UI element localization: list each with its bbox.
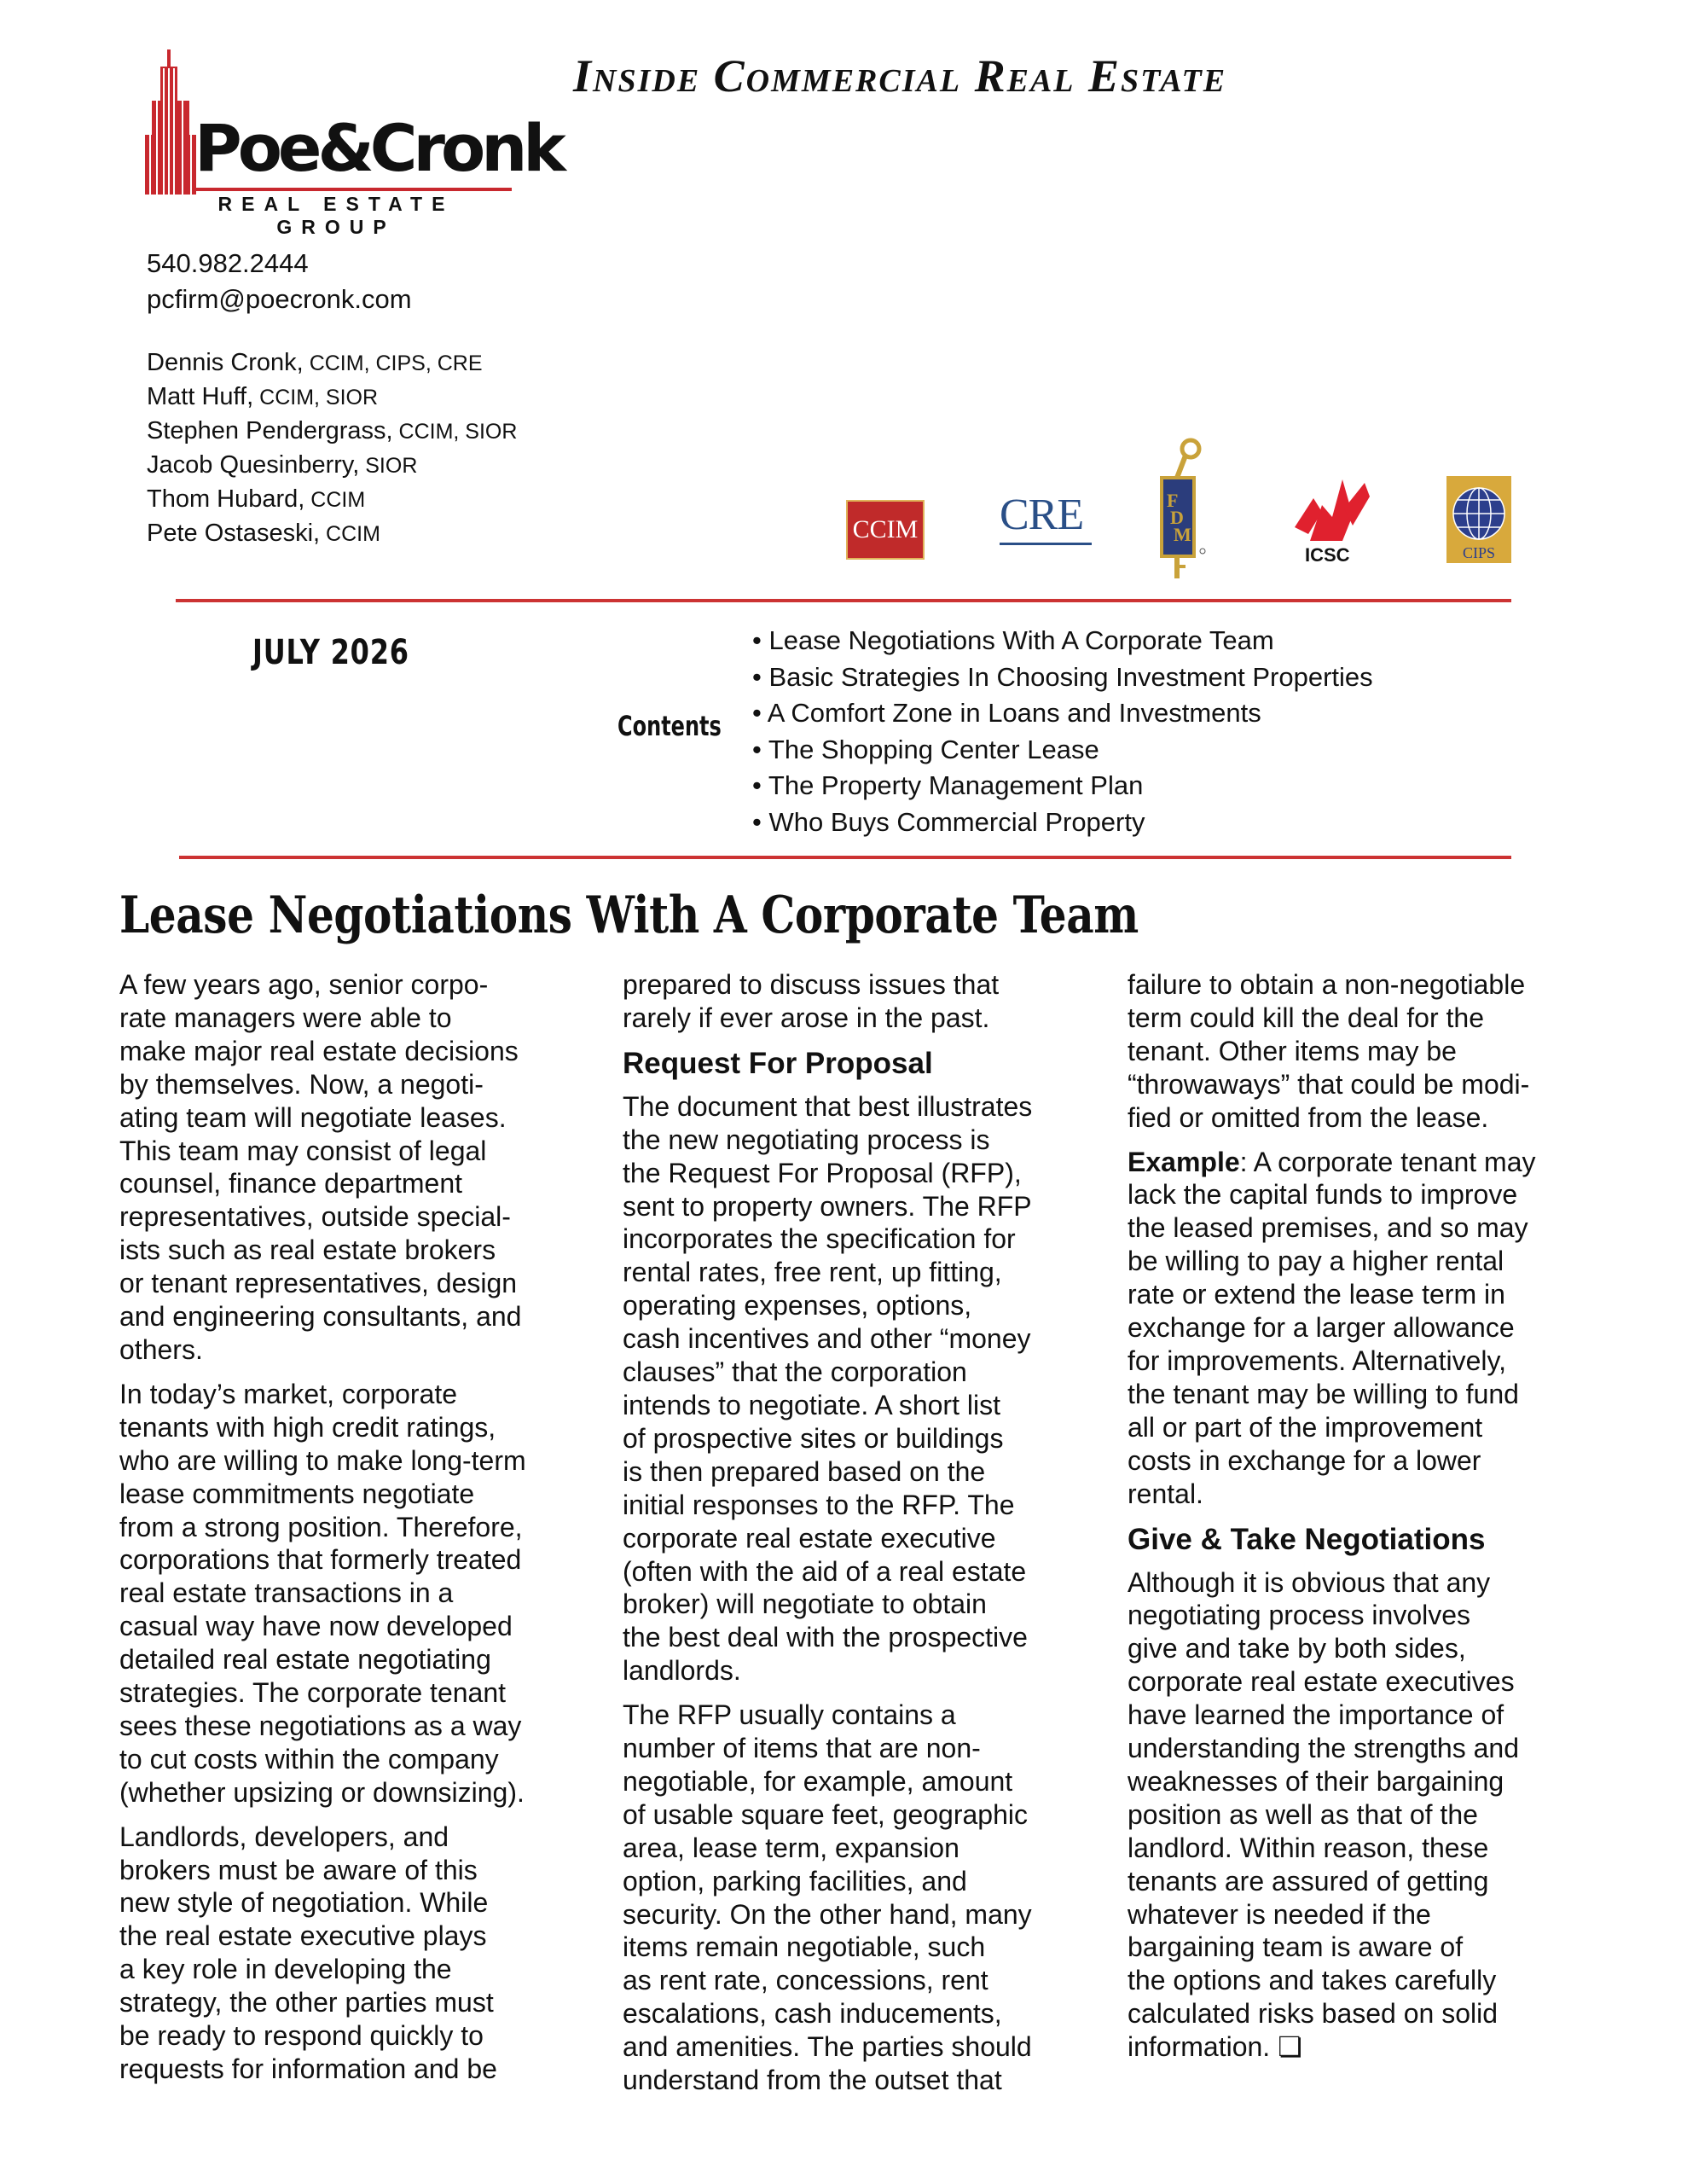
text-line: is then prepared based on the [623,1455,986,1487]
text-line: escalations, cash inducements, [623,1998,1002,2030]
issue-date: JULY 2026 [252,633,409,672]
text-line: incorporates the specification for [623,1223,1016,1255]
cips-logo: CIPS [1445,474,1513,565]
svg-text:F: F [1167,490,1179,511]
text-line: of prospective sites or buildings [623,1422,1004,1454]
article-column-2 [623,968,1100,2108]
text-line: negotiating process involves [1128,1600,1471,1631]
logo-wordmark: Poe&Cronk [194,110,562,186]
text-line: “throwaways” that could be modi- [1128,1068,1530,1100]
text-line: corporate real estate executive [623,1522,996,1554]
paragraph [119,968,597,1367]
text-line: understand from the outset that [623,2065,1002,2096]
text-line: Although it is obvious that any [1128,1566,1491,1598]
text-line: and engineering consultants, and [119,1301,522,1333]
divider-top [176,599,1511,602]
text-line: clauses” that the corporation [623,1356,967,1388]
section-heading: Give & Take Negotiations [1128,1522,1486,1556]
text-line: the Request For Proposal (RFP), [623,1157,1022,1188]
team-member: Jacob Quesinberry, SIOR [147,451,418,479]
text-line: the options and takes carefully [1128,1965,1497,1996]
text-line: position as well as that of the [1128,1798,1478,1830]
contents-item[interactable]: • A Comfort Zone in Loans and Investments [752,698,1261,728]
svg-text:D: D [1170,507,1184,528]
article-column-3 [1128,968,1605,2075]
text-line: brokers must be aware of this [119,1854,478,1885]
team-member: Matt Huff, CCIM, SIOR [147,383,379,410]
article-column-1 [119,968,597,2097]
company-logo [145,49,562,238]
text-line: be ready to respond quickly to [119,2020,484,2052]
text-line: representatives, outside special- [119,1201,511,1233]
text-line: landlords. [623,1655,741,1687]
text-line: the best deal with the prospective [623,1622,1028,1653]
contents-item[interactable]: • The Property Management Plan [752,770,1144,800]
cre-logo: CRE [1000,493,1095,545]
text-line: The document that best illustrates [623,1090,1033,1122]
text-line: landlord. Within reason, these [1128,1832,1489,1863]
paragraph [1128,1566,1605,2065]
text-line: real estate transactions in a [119,1577,454,1609]
text-line: broker) will negotiate to obtain [623,1589,987,1620]
text-line: the leased premises, and so may [1128,1212,1528,1244]
text-line: all or part of the improvement [1128,1411,1483,1443]
team-list [147,346,517,551]
text-line: casual way have now developed [119,1611,513,1642]
text-line: exchange for a larger allowance [1128,1312,1515,1344]
text-line: to cut costs within the company [119,1743,499,1774]
text-line: rental rates, free rent, up fitting, [623,1257,1002,1288]
text-line: requests for information and be [119,2053,497,2084]
text-line: lease commitments negotiate [119,1478,475,1509]
text-line: rental. [1128,1478,1203,1509]
contents-label: Contents [617,710,722,742]
text-line: option, parking facilities, and [623,1865,967,1896]
paragraph [1128,1146,1605,1511]
logo-underline [194,188,512,191]
svg-text:M: M [1174,524,1191,545]
ccim-logo: CCIM [848,502,923,558]
text-line: be willing to pay a higher rental [1128,1246,1504,1277]
team-member: Dennis Cronk, CCIM, CIPS, CRE [147,349,483,376]
icsc-logo: ICSC [1293,474,1370,570]
text-line: corporate real estate executives [1128,1666,1515,1698]
text-line: negotiable, for example, amount [623,1765,1013,1797]
text-line: strategy, the other parties must [119,1987,494,2018]
text-line: a key role in developing the [119,1954,452,1985]
text-line: calculated risks based on solid [1128,1998,1499,2030]
text-line: by themselves. Now, a negoti- [119,1068,484,1100]
text-line: and amenities. The parties should [623,2031,1032,2063]
phone-number: 540.982.2444 [147,248,309,278]
text-line: security. On the other hand, many [623,1898,1032,1930]
text-line: who are willing to make long-term [119,1444,526,1476]
text-line: whatever is needed if the [1128,1898,1431,1930]
team-member: Pete Ostaseski, CCIM [147,520,380,547]
contents-item[interactable]: • Basic Strategies In Choosing Investment Properties [752,661,1373,692]
text-line: sent to property owners. The RFP [623,1190,1032,1222]
icsc-mark-icon [1293,474,1370,543]
text-line: costs in exchange for a lower [1128,1444,1481,1476]
text-line: A few years ago, senior corpo- [119,969,489,1000]
text-line: fied or omitted from the lease. [1128,1101,1489,1133]
text-line: : A corporate tenant may [1239,1146,1536,1177]
text-line: sees these negotiations as a way [119,1710,522,1741]
text-line: term could kill the deal for the [1128,1002,1484,1033]
text-line: the tenant may be willing to fund [1128,1378,1519,1409]
newsletter-title: Inside Commercial Real Estate [573,50,1227,102]
skyscraper-logo-icon [145,49,196,195]
paragraph [119,1821,597,2086]
text-line: detailed real estate negotiating [119,1644,491,1676]
text-line: understanding the strengths and [1128,1733,1519,1764]
sior-key-logo-icon [1158,437,1209,580]
text-line: bargaining team is aware of [1128,1931,1464,1963]
text-line: weaknesses of their bargaining [1128,1765,1504,1797]
text-line: In today’s market, corporate [119,1378,458,1409]
paragraph [1128,968,1605,1135]
text-line: rate managers were able to [119,1002,452,1033]
contents-list [752,623,1373,840]
team-member: Thom Hubard, CCIM [147,485,366,513]
text-line: or tenant representatives, design [119,1268,518,1299]
email-address[interactable]: pcfirm@poecronk.com [147,284,412,314]
text-line: tenants are assured of getting [1128,1865,1489,1896]
text-line: rate or extend the lease term in [1128,1279,1505,1310]
article-title: Lease Negotiations With A Corporate Team [119,886,1139,945]
text-line: rarely if ever arose in the past. [623,1002,990,1033]
text-line: the real estate executive plays [119,1920,487,1952]
text-line: give and take by both sides, [1128,1633,1466,1664]
team-member: Stephen Pendergrass, CCIM, SIOR [147,417,518,444]
text-line: lack the capital funds to improve [1128,1179,1518,1211]
contents-item[interactable]: • Who Buys Commercial Property [752,806,1145,837]
text-line: from a strong position. Therefore, [119,1511,523,1542]
paragraph [119,1378,597,1809]
text-line: of usable square feet, geographic [623,1798,1028,1830]
text-line: make major real estate decisions [119,1035,519,1066]
contact-block [147,246,412,317]
text-line: (whether upsizing or downsizing). [119,1776,525,1808]
text-line: number of items that are non- [623,1733,981,1764]
text-line: area, lease term, expansion [623,1832,959,1863]
text-line: information. ❏ [1128,2031,1302,2063]
text-line: prepared to discuss issues that [623,969,1000,1000]
text-line: Landlords, developers, and [119,1821,449,1852]
text-line: ating team will negotiate leases. [119,1101,507,1133]
text-line: initial responses to the RFP. The [623,1489,1015,1520]
text-line: ists such as real estate brokers [119,1234,496,1266]
logo-subtitle: REAL ESTATE GROUP [217,193,455,238]
text-line: failure to obtain a non-negotiable [1128,969,1526,1000]
text-line: This team may consist of legal [119,1135,487,1166]
example-lead: Example [1128,1146,1240,1177]
paragraph [623,1699,1100,2097]
text-line: The RFP usually contains a [623,1699,956,1731]
text-line: items remain negotiable, such [623,1931,986,1963]
text-line: as rent rate, concessions, rent [623,1965,988,1996]
text-line: others. [119,1333,203,1365]
contents-item[interactable]: • Lease Negotiations With A Corporate Team [752,625,1274,655]
text-line: intends to negotiate. A short list [623,1389,1000,1420]
text-line: operating expenses, options, [623,1290,972,1321]
text-line: cash incentives and other “money [623,1323,1031,1355]
contents-item[interactable]: • The Shopping Center Lease [752,734,1099,764]
text-line: (often with the aid of a real estate [623,1555,1027,1587]
paragraph [623,1090,1100,1687]
section-heading: Request For Proposal [623,1046,933,1080]
text-line: for improvements. Alternatively, [1128,1345,1507,1376]
paragraph [623,968,1100,1035]
text-line: corporations that formerly treated [119,1544,522,1576]
divider-bottom [179,856,1511,859]
text-line: the new negotiating process is [623,1124,990,1155]
text-line: strategies. The corporate tenant [119,1677,507,1709]
text-line: counsel, finance department [119,1168,463,1199]
text-line: tenant. Other items may be [1128,1035,1457,1066]
text-line: have learned the importance of [1128,1699,1504,1731]
text-line: tenants with high credit ratings, [119,1411,496,1443]
text-line: new style of negotiation. While [119,1887,489,1919]
